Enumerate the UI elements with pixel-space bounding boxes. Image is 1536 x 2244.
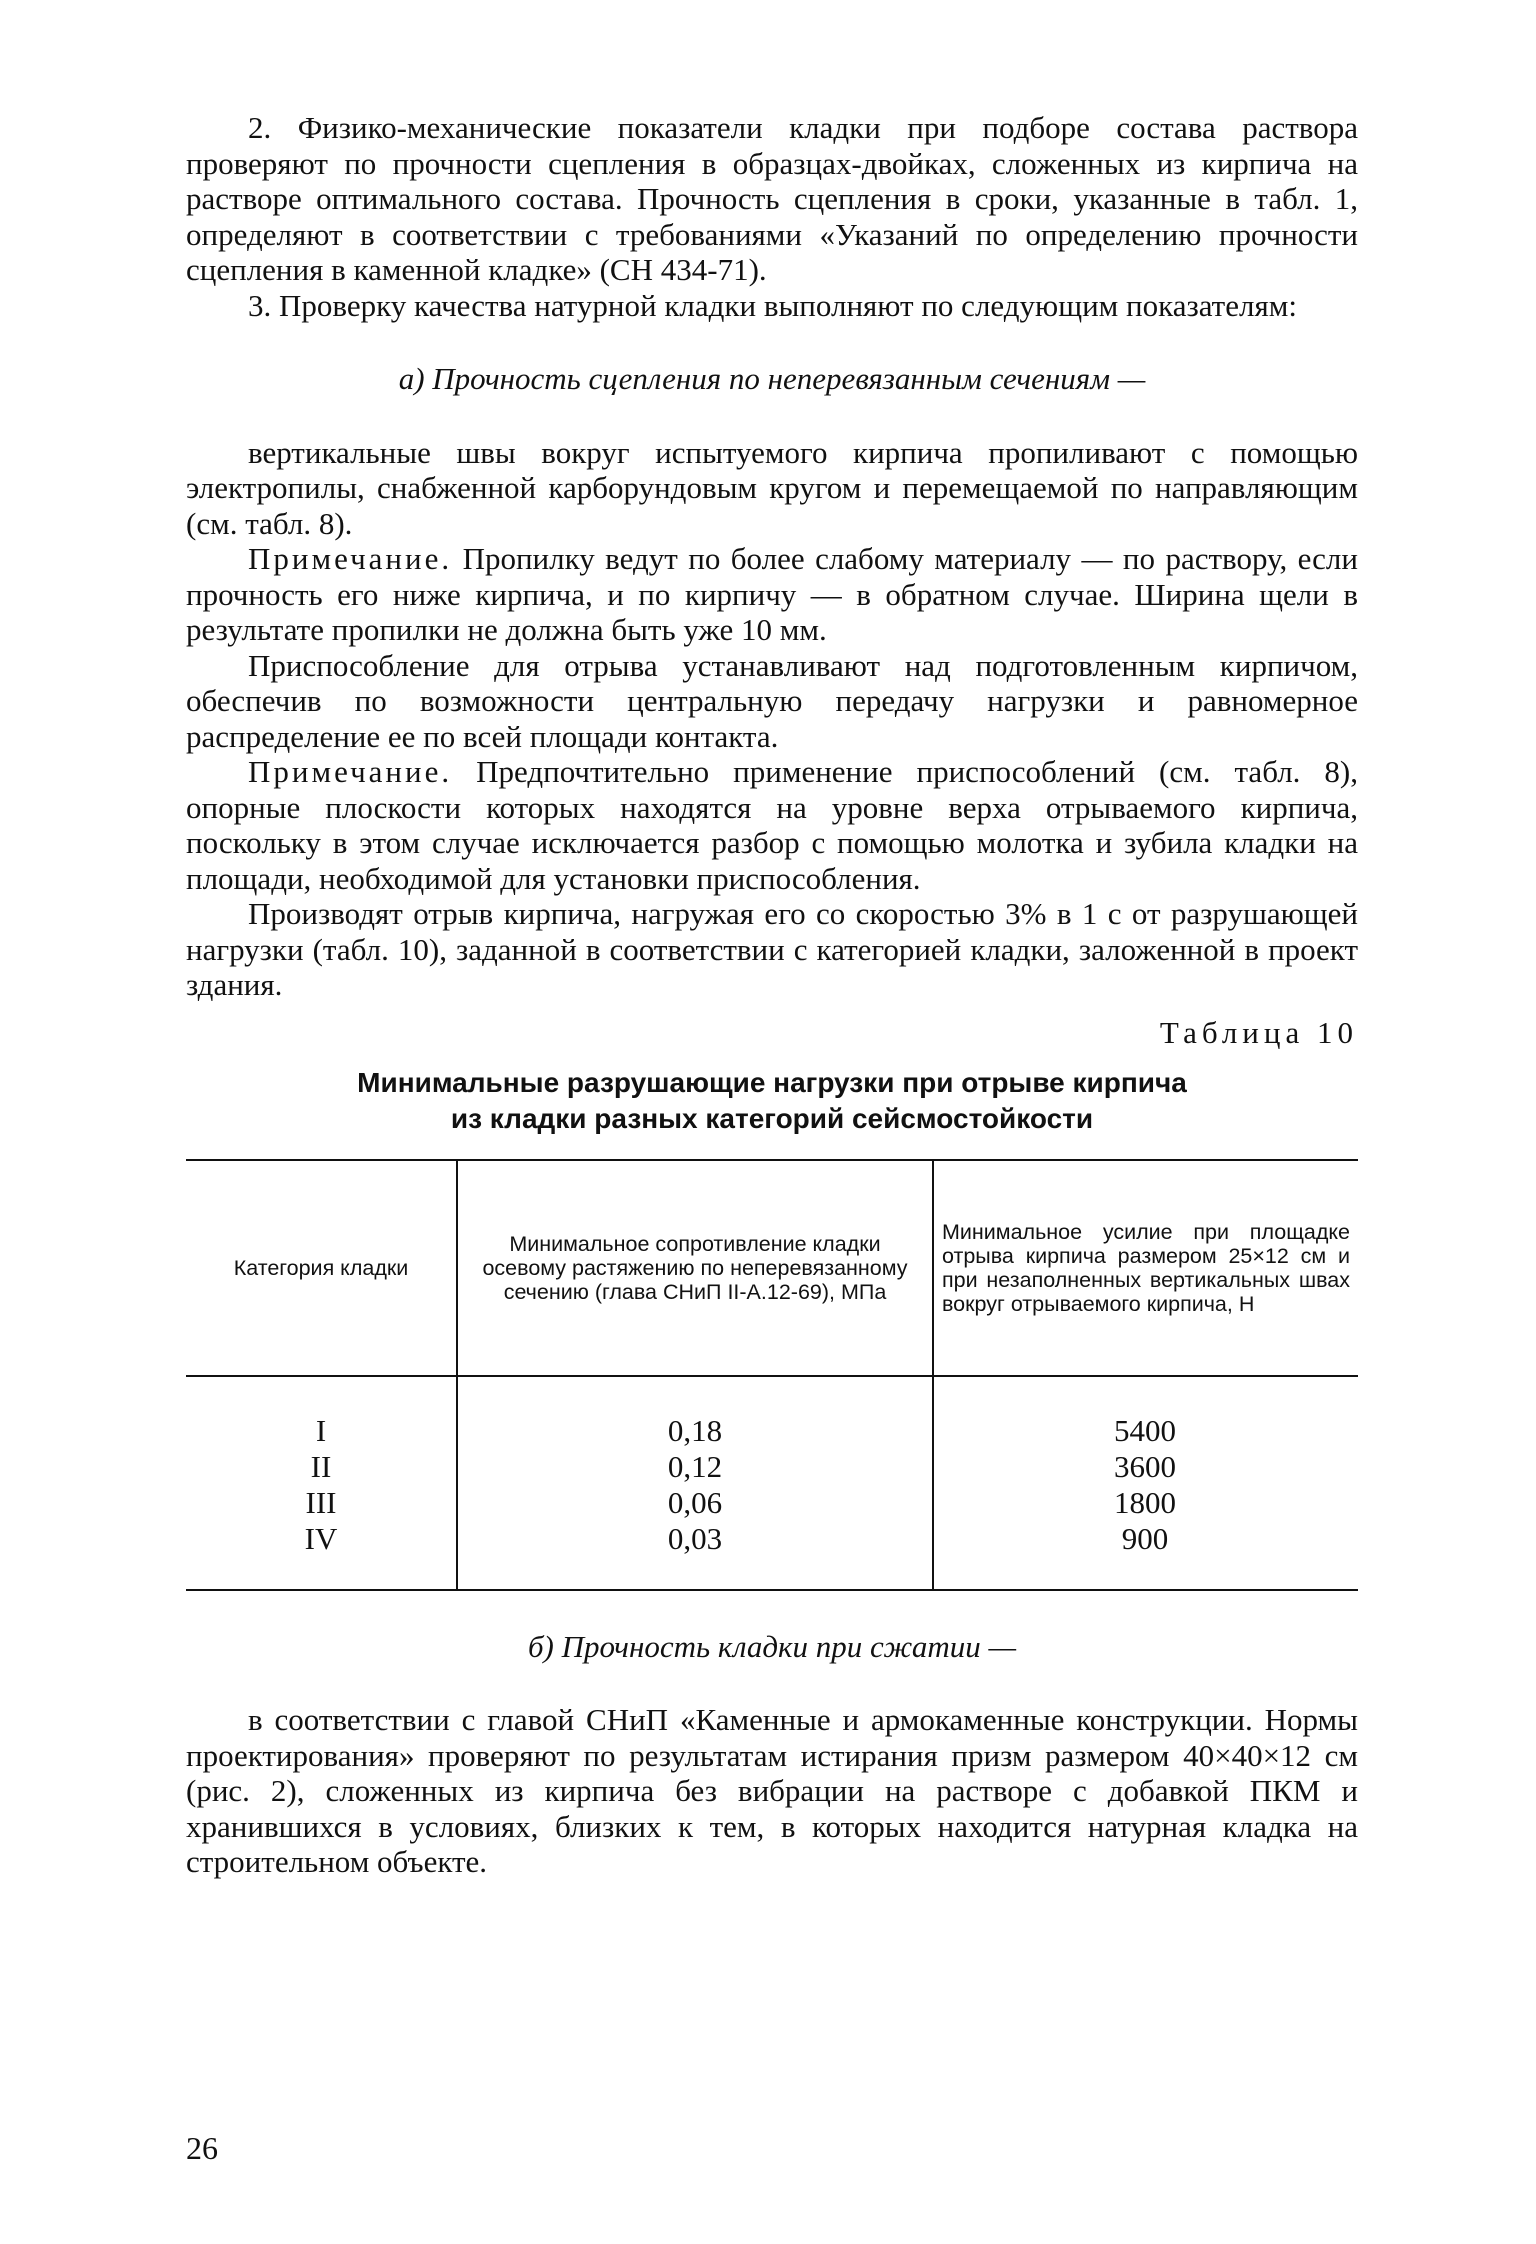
table-body — [186, 1377, 1358, 1589]
header-force-text: Минимальное усилие при площадке отрыва кирпича размером 25×12 см и при незаполненных вертикальных швах вокруг отрываемого кирпича, Н — [942, 1219, 1350, 1316]
note-2-text: Предпочтительно применение приспособлений (см. табл. 8), опорные плоскости которых находятся на уровне верха отрываемого кирпича, поскольку в этом случае исключается разбор с помощью молотка и зубила кладки на площади, необходимой для установки приспособления. — [186, 754, 1358, 896]
paragraph-cut-seams: вертикальные швы вокруг испытуемого кирпича пропиливают с помощью электропилы, снабженной карборундовым кругом и перемещаемой по направляющим (см. табл. 8). — [186, 434, 1358, 541]
table-title — [186, 1065, 1358, 1137]
table-header-row — [186, 1161, 1358, 1377]
table-cell: 5400 — [1114, 1412, 1176, 1448]
table-cell: 0,18 — [667, 1412, 723, 1448]
table-cell: IV — [304, 1520, 338, 1556]
header-category — [186, 1161, 456, 1375]
column-category — [186, 1377, 456, 1589]
table-cell: 0,12 — [667, 1448, 723, 1484]
table-title-line-1: Минимальные разрушающие нагрузки при отрыве кирпича — [357, 1066, 1187, 1098]
note-2-label: Примечание. — [248, 754, 453, 789]
page-number: 26 — [186, 2130, 218, 2166]
header-resistance — [456, 1161, 932, 1375]
note-2 — [186, 754, 1358, 896]
column-resistance — [456, 1377, 932, 1589]
subheading-a: а) Прочность сцепления по неперевязанным сечениям — — [398, 361, 1146, 396]
header-force — [932, 1161, 1356, 1375]
page-body — [186, 110, 1358, 1880]
table-label: Таблица 10 — [1159, 1014, 1358, 1050]
header-resistance-text: Минимальное сопротивление кладки осевому растяжению по неперевязанному сечению (глава СНиП II-А.12-69), МПа — [482, 1231, 908, 1304]
table-10 — [186, 1159, 1358, 1591]
table-cell: 1800 — [1114, 1484, 1176, 1520]
table-cell: I — [315, 1412, 327, 1448]
note-1 — [186, 541, 1358, 648]
paragraph-2: 2. Физико-механические показатели кладки при подборе состава раствора проверяют по прочности сцепления в образцах-двойках, сложенных из кирпича на растворе оптимального состава. Прочность сцепления в сроки, указанные в табл. 1, определяют в соответствии с требованиями «Указаний по определению прочности сцепления в каменной кладке» (СН 434-71). — [186, 110, 1358, 287]
table-cell: III — [305, 1484, 337, 1520]
paragraph-compression: в соответствии с главой СНиП «Каменные и армокаменные конструкции. Нормы проектирования» проверяют по результатам истирания призм размером 40×40×12 см (рис. 2), сложенных из кирпича без вибрации на растворе с добавкой ПКМ и хранившихся в условиях, близких к тем, в которых находится натурная кладка на строительном объекте. — [186, 1702, 1358, 1879]
header-category-text: Категория кладки — [233, 1255, 409, 1280]
note-1-label: Примечание. — [248, 541, 453, 576]
paragraph-pull-off: Производят отрыв кирпича, нагружая его со скоростью 3% в 1 с от разрушающей нагрузки (табл. 10), заданной в соответствии с категорией кладки, заложенной в проект здания. — [186, 896, 1358, 1002]
paragraph-device: Приспособление для отрыва устанавливают над подготовленным кирпичом, обеспечив по возможности центральную передачу нагрузки и равномерное распределение ее по всей площади контакта. — [186, 647, 1358, 754]
table-title-line-2: из кладки разных категорий сейсмостойкости — [450, 1102, 1094, 1134]
table-cell: II — [310, 1448, 332, 1484]
column-force — [932, 1377, 1356, 1589]
table-cell: 900 — [1121, 1520, 1169, 1556]
note-1-text: Пропилку ведут по более слабому материалу — по раствору, если прочность его ниже кирпича, и по кирпичу — в обратном случае. Ширина щели в результате пропилки не должна быть уже 10 мм. — [186, 541, 1358, 647]
table-cell: 0,06 — [667, 1484, 723, 1520]
paragraph-3: 3. Проверку качества натурной кладки выполняют по следующим показателям: — [248, 287, 1297, 323]
table-cell: 0,03 — [667, 1520, 723, 1556]
table-cell: 3600 — [1114, 1448, 1176, 1484]
subheading-b: б) Прочность кладки при сжатии — — [527, 1628, 1017, 1664]
